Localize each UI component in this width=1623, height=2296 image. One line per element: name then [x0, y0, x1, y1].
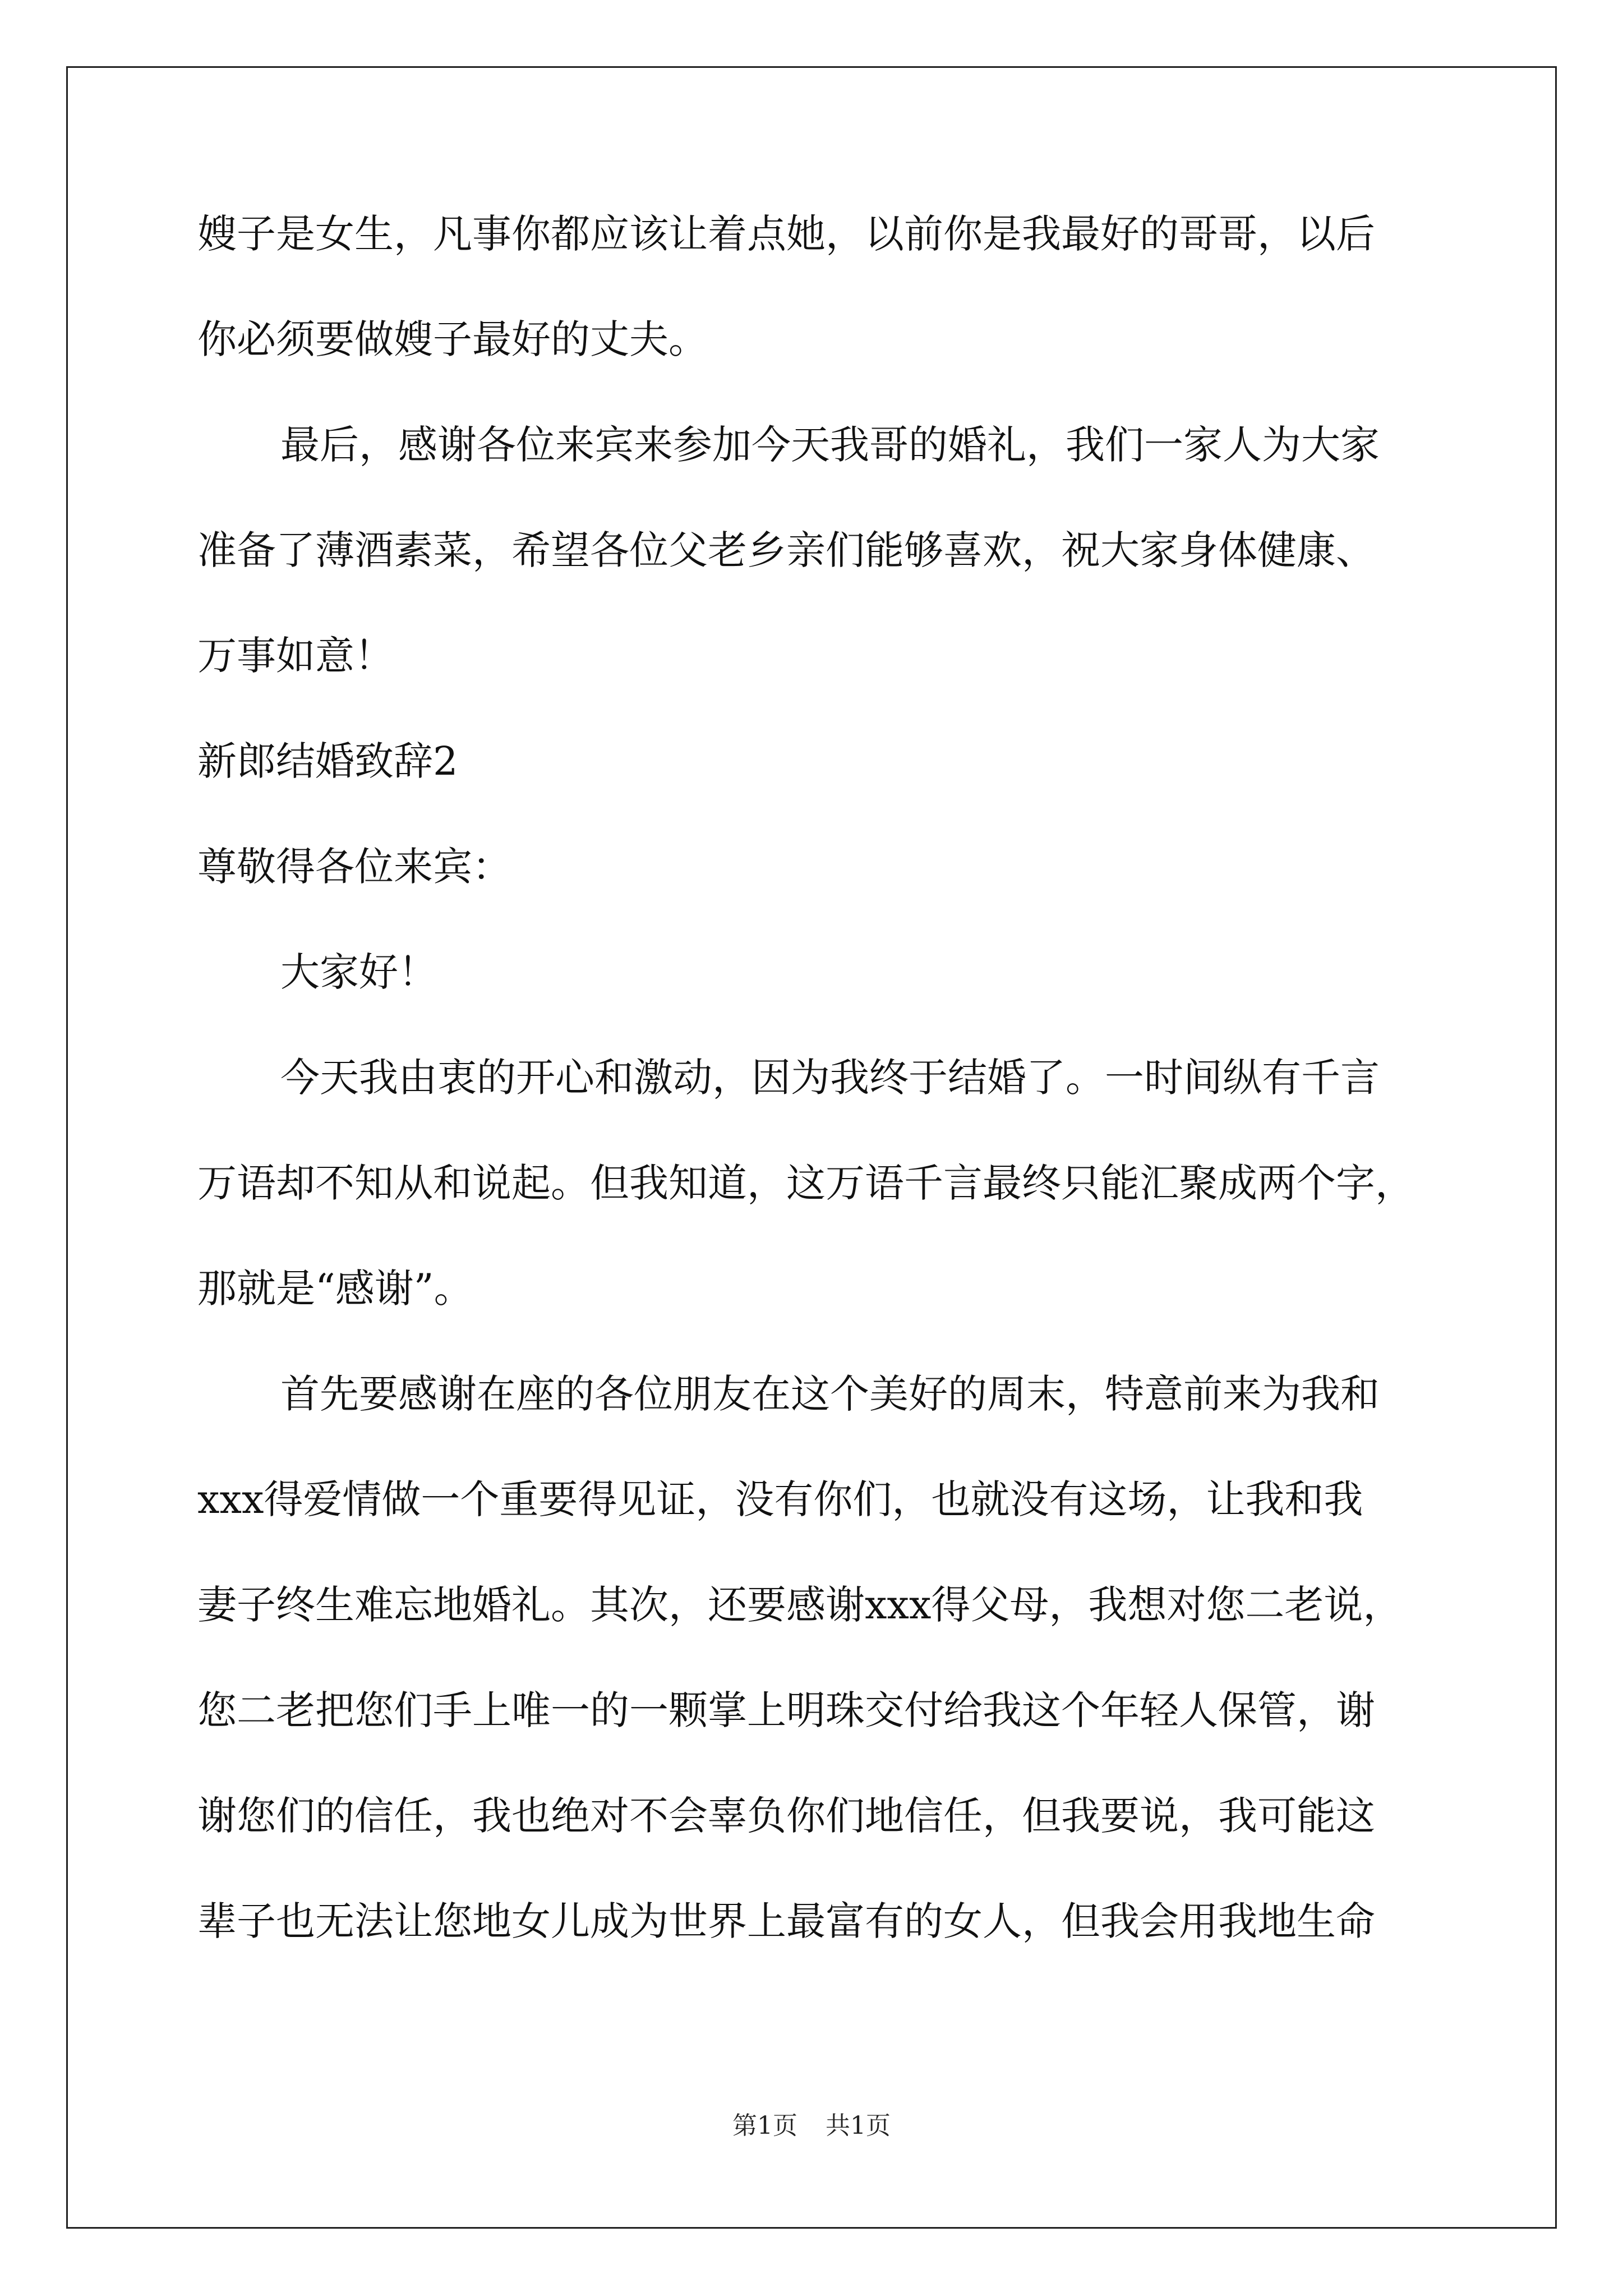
text-line: 辈子也无法让您地女儿成为世界上最富有的女人，但我会用我地生命 — [197, 1898, 1375, 1944]
salutation: 尊敬得各位来宾： — [197, 844, 511, 890]
text-line: 你必须要做嫂子最好的丈夫。 — [197, 316, 708, 362]
text-line: 万语却不知从和说起。但我知道，这万语千言最终只能汇聚成两个字， — [197, 1160, 1414, 1206]
page-number: 第1页 — [732, 2111, 797, 2140]
text-line: 万事如意！ — [197, 633, 394, 679]
page-count: 共1页 — [826, 2111, 891, 2140]
greeting: 大家好！ — [280, 949, 437, 995]
text-line: 准备了薄酒素菜，希望各位父老乡亲们能够喜欢，祝大家身体健康、 — [197, 527, 1375, 573]
paragraph-start: 今天我由衷的开心和激动，因为我终于结婚了。一时间纵有千言 — [280, 1055, 1380, 1101]
page-footer — [0, 2109, 1623, 2143]
text-line: 那就是“感谢”。 — [197, 1266, 473, 1312]
document-body — [197, 208, 1454, 1948]
text-line: 妻子终生难忘地婚礼。其次，还要感谢xxx得父母，我想对您二老说， — [197, 1582, 1403, 1628]
paragraph-start: 最后，感谢各位来宾来参加今天我哥的婚礼，我们一家人为大家 — [280, 422, 1380, 468]
text-line: 谢您们的信任，我也绝对不会辜负你们地信任，但我要说，我可能这 — [197, 1793, 1375, 1839]
text-line: 您二老把您们手上唯一的一颗掌上明珠交付给我这个年轻人保管，谢 — [197, 1687, 1375, 1733]
text-line: xxx得爱情做一个重要得见证，没有你们，也就没有这场，让我和我 — [197, 1476, 1363, 1522]
text-line: 嫂子是女生，凡事你都应该让着点她，以前你是我最好的哥哥，以后 — [197, 211, 1375, 257]
section-title: 新郎结婚致辞2 — [197, 738, 458, 784]
paragraph-start: 首先要感谢在座的各位朋友在这个美好的周末，特意前来为我和 — [280, 1371, 1380, 1417]
